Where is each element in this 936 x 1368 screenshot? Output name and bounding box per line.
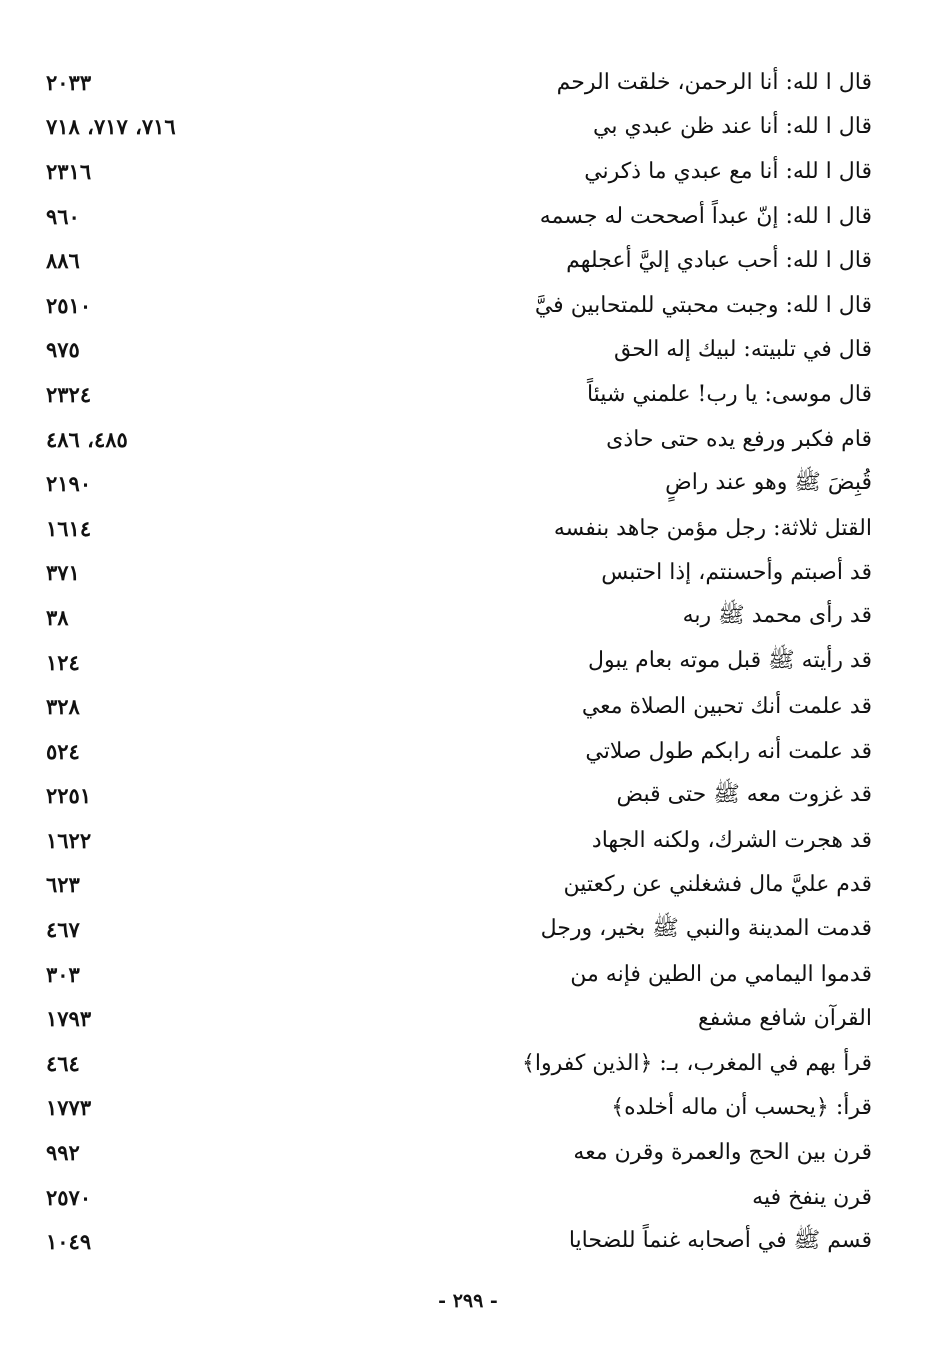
index-entry <box>40 461 872 506</box>
entry-hadith-phrase: قدموا اليمامي من الطين فإنه من <box>570 961 872 987</box>
entry-hadith-phrase: قد رأى محمد ﷺ ربه <box>682 603 872 629</box>
entry-reference-number: ٨٨٦ <box>46 248 80 274</box>
entry-hadith-phrase: قال ا لله: أحب عبادي إليَّ أعجلهم <box>566 248 872 274</box>
entry-reference-number: ٢٣٢٤ <box>46 381 92 407</box>
entry-reference-number: ٤٦٧ <box>46 917 80 943</box>
entry-reference-number: ١٧٧٣ <box>46 1095 92 1121</box>
index-entry <box>40 1219 872 1264</box>
entry-hadith-phrase: قد غزوت معه ﷺ حتى قبض <box>616 781 872 807</box>
entry-reference-number: ١٢٤ <box>46 649 80 675</box>
hadith-index-list <box>40 60 872 1264</box>
entry-hadith-phrase: قدم عليَّ مال فشغلني عن ركعتين <box>563 872 872 898</box>
entry-hadith-phrase: قال ا لله: إنّ عبداً أصححت له جسمه <box>539 203 872 229</box>
entry-reference-number: ٤٨٥، ٤٨٦ <box>46 426 128 452</box>
entry-reference-number: ٣٢٨ <box>46 694 80 720</box>
index-entry <box>40 640 872 685</box>
index-entry <box>40 907 872 952</box>
entry-reference-number: ٤٦٤ <box>46 1050 80 1076</box>
index-entry <box>40 328 872 373</box>
entry-hadith-phrase: قال ا لله: أنا مع عبدي ما ذكرني <box>584 158 872 184</box>
index-entry <box>40 149 872 194</box>
index-entry <box>40 551 872 596</box>
index-entry <box>40 1086 872 1131</box>
entry-hadith-phrase: قام فكبر ورفع يده حتى حاذى <box>606 426 872 452</box>
entry-hadith-phrase: قسم ﷺ في أصحابه غنماً للضحايا <box>568 1227 872 1253</box>
entry-hadith-phrase: القرآن شافع مشفع <box>698 1006 872 1032</box>
entry-reference-number: ٣٧١ <box>46 560 80 586</box>
entry-reference-number: ١٧٩٣ <box>46 1006 92 1032</box>
index-entry <box>40 863 872 908</box>
index-entry <box>40 684 872 729</box>
entry-hadith-phrase: قال ا لله: أنا الرحمن، خلقت الرحم <box>556 69 872 95</box>
entry-hadith-phrase: قرأ: ﴿يحسب أن ماله أخلده﴾ <box>611 1095 872 1121</box>
entry-reference-number: ٢٥٧٠ <box>46 1184 92 1210</box>
index-entry <box>40 372 872 417</box>
index-entry <box>40 283 872 328</box>
index-entry <box>40 506 872 551</box>
entry-hadith-phrase: قد علمت أنك تحبين الصلاة معي <box>581 694 872 720</box>
entry-hadith-phrase: قال في تلبيته: لبيك إله الحق <box>613 337 872 363</box>
entry-reference-number: ٢٥١٠ <box>46 292 92 318</box>
entry-reference-number: ٢٢٥١ <box>46 783 92 809</box>
entry-reference-number: ١٠٤٩ <box>46 1229 92 1255</box>
entry-hadith-phrase: قد رأيته ﷺ قبل موته بعام يبول <box>588 648 872 674</box>
index-entry <box>40 595 872 640</box>
index-entry <box>40 194 872 239</box>
index-entry <box>40 1130 872 1175</box>
entry-reference-number: ٩٩٢ <box>46 1140 80 1166</box>
entry-reference-number: ٩٧٥ <box>46 337 80 363</box>
entry-reference-number: ٣٨ <box>46 604 69 630</box>
entry-hadith-phrase: قرن ينفخ فيه <box>752 1184 872 1210</box>
entry-reference-number: ٢٣١٦ <box>46 158 92 184</box>
entry-hadith-phrase: قد علمت أنه رابكم طول صلاتي <box>585 738 872 764</box>
index-entry <box>40 774 872 819</box>
entry-hadith-phrase: قدمت المدينة والنبي ﷺ بخير، ورجل <box>540 915 872 941</box>
index-entry <box>40 729 872 774</box>
entry-hadith-phrase: قال ا لله: وجبت محبتي للمتحابين فيَّ <box>534 292 872 318</box>
entry-hadith-phrase: قرن بين الحج والعمرة وقرن معه <box>573 1140 872 1166</box>
index-entry <box>40 238 872 283</box>
entry-hadith-phrase: القتل ثلاثة: رجل مؤمن جاهد بنفسه <box>553 515 872 541</box>
entry-hadith-phrase: قال موسى: يا رب! علمني شيئاً <box>586 381 872 407</box>
index-entry <box>40 818 872 863</box>
index-entry <box>40 952 872 997</box>
entry-reference-number: ٧١٦، ٧١٧، ٧١٨ <box>46 114 176 140</box>
entry-hadith-phrase: قُبِضَ ﷺ وهو عند راضٍ <box>665 469 872 495</box>
index-entry <box>40 417 872 462</box>
index-entry <box>40 1041 872 1086</box>
entry-reference-number: ٥٢٤ <box>46 738 80 764</box>
page-number: - ٢٩٩ - <box>438 1290 498 1312</box>
entry-reference-number: ٦٢٣ <box>46 872 80 898</box>
entry-hadith-phrase: قد أصبتم وأحسنتم، إذا احتبس <box>601 560 872 586</box>
entry-hadith-phrase: قال ا لله: أنا عند ظن عبدي بي <box>593 114 872 140</box>
entry-reference-number: ٢١٩٠ <box>46 471 92 497</box>
index-entry <box>40 105 872 150</box>
entry-hadith-phrase: قرأ بهم في المغرب، بـ: ﴿الذين كفروا﴾ <box>521 1050 872 1076</box>
entry-reference-number: ٣٠٣ <box>46 961 80 987</box>
index-entry <box>40 60 872 105</box>
entry-reference-number: ٢٠٣٣ <box>46 69 92 95</box>
entry-reference-number: ١٦٢٢ <box>46 827 92 853</box>
entry-reference-number: ٩٦٠ <box>46 203 80 229</box>
entry-reference-number: ١٦١٤ <box>46 515 92 541</box>
index-entry <box>40 1175 872 1220</box>
index-entry <box>40 996 872 1041</box>
entry-hadith-phrase: قد هجرت الشرك، ولكنه الجهاد <box>591 827 872 853</box>
